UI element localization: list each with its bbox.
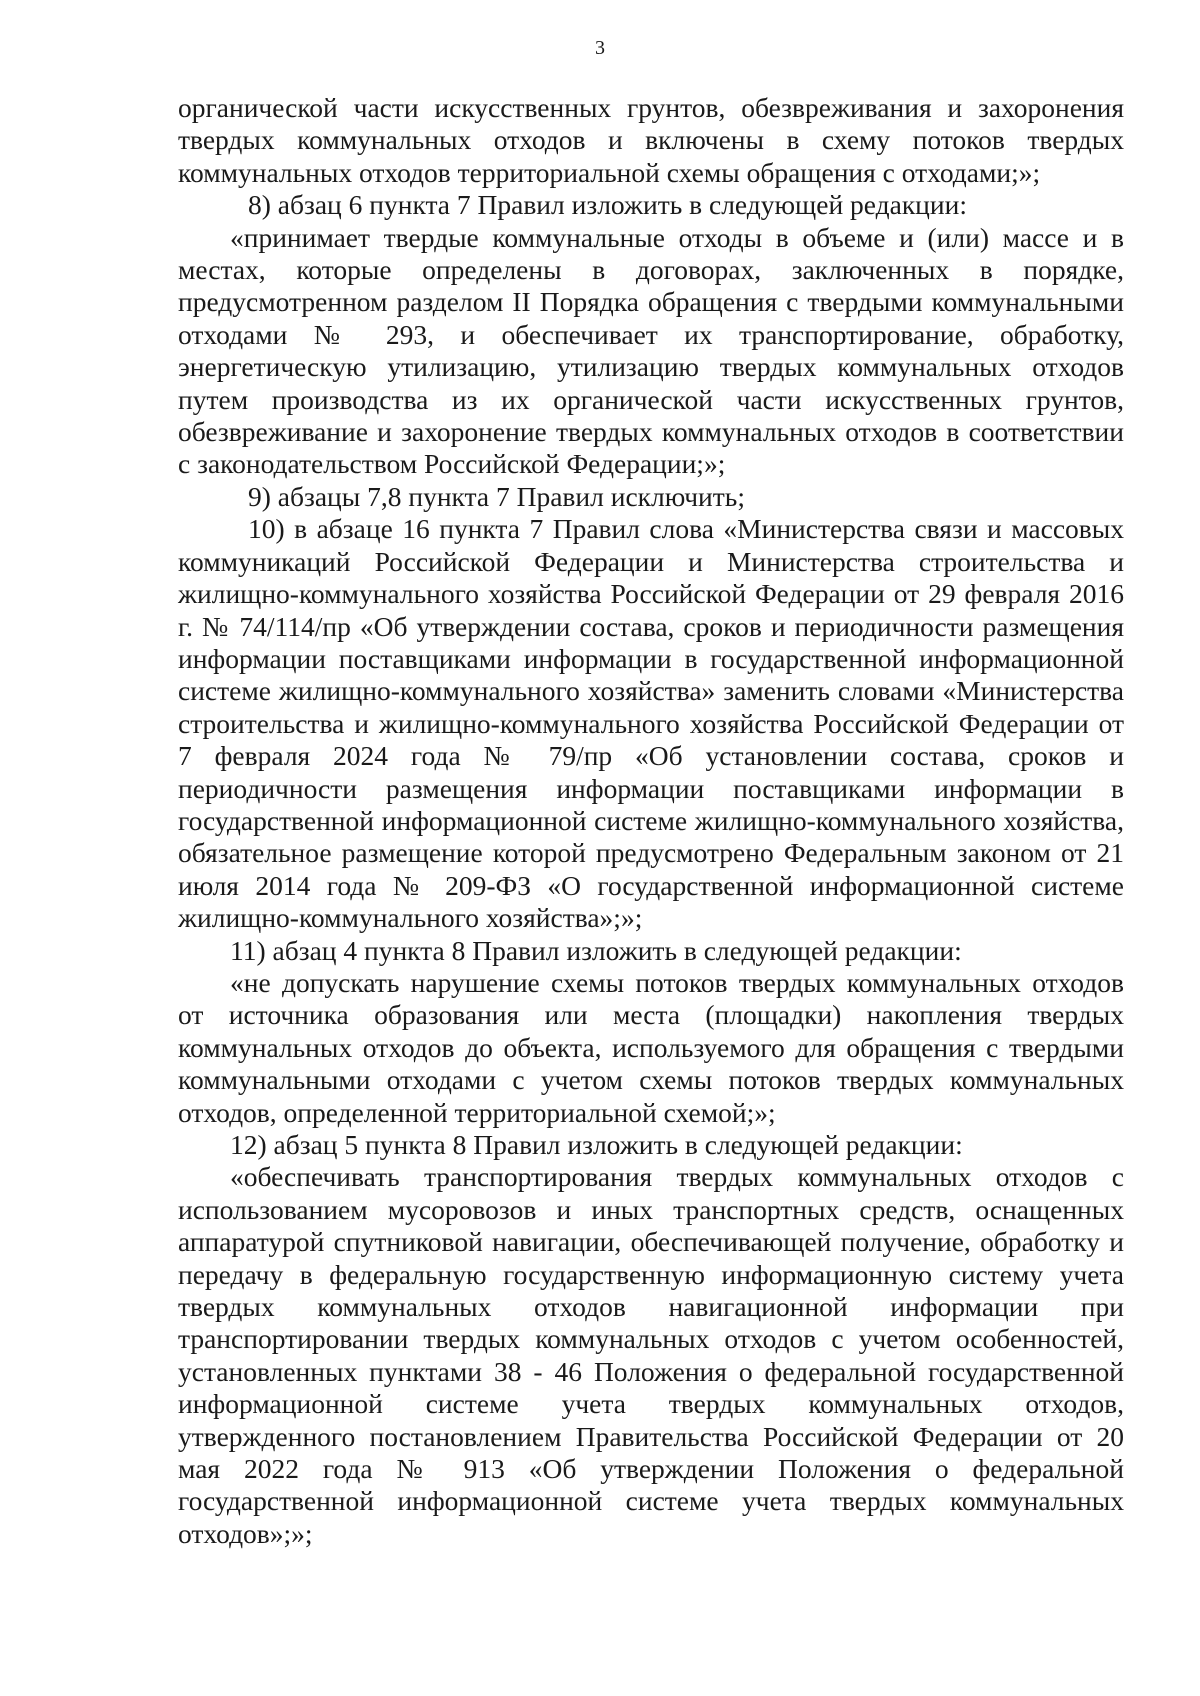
paragraph-item-8: 8) абзац 6 пункта 7 Правил изложить в следующей редакции: [248,189,967,221]
paragraph-continuation: органической части искусственных грунтов, обезвреживания и захоронения твердых коммунальных отходов и включены в схему потоков твердых коммунальных отходов территориальной схемы обращения с отходами;»; [178,92,1124,188]
paragraph-item-12: 12) абзац 5 пункта 8 Правил изложить в следующей редакции: [230,1129,963,1160]
paragraph-item-9: 9) абзацы 7,8 пункта 7 Правил исключить; [248,480,745,512]
paragraph-quote-item-11: «не допускать нарушение схемы потоков твердых коммунальных отходов от источника образования или места (площадки) накопления твердых коммунальных отходов до объекта, используемого для обращения с твердыми коммунальными отходами с учетом схемы потоков твердых коммунальных отходов, определенной территориальной схемой;»; [178,966,1124,1128]
paragraph-item-10: 10) в абзаце 16 пункта 7 Правил слова «Министерства связи и массовых коммуникаций Российской Федерации и Министерства строительства и жилищно-коммунального хозяйства Российской Федерации от 29 февраля 2016 г. № 74/114/пр «Об утверждении состава, сроков и периодичности размещения информации поставщиками информации в государственной информационной системе жилищно-коммунального хозяйства» заменить словами «Министерства строительства и жилищно-коммунального хозяйства Российской Федерации от 7 февраля 2024 года № 79/пр «Об установлении состава, сроков и периодичности размещения информации поставщиками информации в государственной информационной системе жилищно-коммунального хозяйства, обязательное размещение которой предусмотрено Федеральным законом от 21 июля 2014 года № 209-ФЗ «О государственной информационной системе жилищно-коммунального хозяйства»;»; [178,513,1124,934]
page-number: 3 [595,37,605,59]
paragraph-item-11: 11) абзац 4 пункта 8 Правил изложить в следующей редакции: [230,934,962,966]
paragraph-quote-item-12: «обеспечивать транспортирования твердых коммунальных отходов с использованием мусоровозов и иных транспортных средств, оснащенных аппаратурой спутниковой навигации, обеспечивающей получение, обработку и передачу в федеральную государственную информационную систему учета твердых коммунальных отходов навигационной информации при транспортировании твердых коммунальных отходов с учетом особенностей, установленных пунктами 38 - 46 Положения о федеральной государственной информационной системе учета твердых коммунальных отходов, утвержденного постановлением Правительства Российской Федерации от 20 мая 2022 года № 913 «Об утверждении Положения о федеральной государственной информационной системе учета твердых коммунальных отходов»;»; [178,1161,1124,1549]
paragraph-quote-item-8: «принимает твердые коммунальные отходы в объеме и (или) массе и в местах, которые определены в договорах, заключенных в порядке, предусмотренном разделом II Порядка обращения с твердыми коммунальными отходами № 293, и обеспечивает их транспортирование, обработку, энергетическую утилизацию, утилизацию твердых коммунальных отходов путем производства из их органической части искусственных грунтов, обезвреживание и захоронение твердых коммунальных отходов в соответствии с законодательством Российской Федерации;»; [178,221,1124,480]
document-body [178,92,1124,1550]
